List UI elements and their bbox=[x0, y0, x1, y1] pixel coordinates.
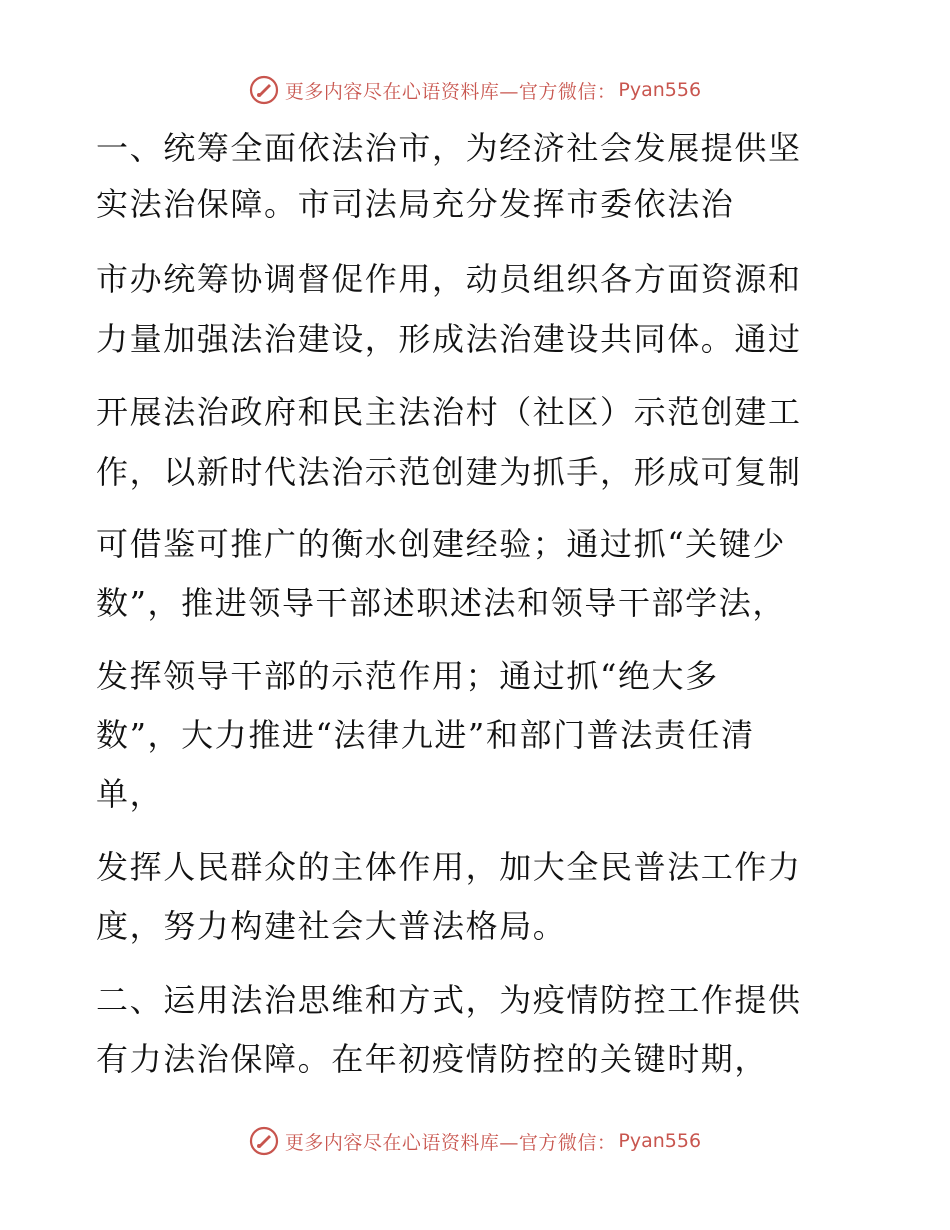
watermark-text: 更多内容尽在心语资料库—官方微信： bbox=[284, 1131, 617, 1154]
footer-watermark bbox=[0, 1121, 950, 1161]
seal-logo-icon bbox=[249, 75, 279, 105]
text-line: 数”，大力推进“法律九进”和部门普法责任清 bbox=[96, 716, 755, 754]
text-line: 力量加强法治建设，形成法治建设共同体。通过 bbox=[96, 320, 802, 358]
text-line: 数”，推进领导干部述职述法和领导干部学法， bbox=[96, 584, 786, 622]
text-line: 发挥人民群众的主体作用，加大全民普法工作力 bbox=[96, 848, 802, 886]
header-watermark bbox=[0, 70, 950, 110]
text-line: 开展法治政府和民主法治村（社区）示范创建工 bbox=[96, 393, 802, 431]
text-line: 市办统筹协调督促作用，动员组织各方面资源和 bbox=[96, 260, 802, 298]
text-line: 实法治保障。市司法局充分发挥市委依法治 bbox=[96, 185, 735, 223]
watermark-text: 更多内容尽在心语资料库—官方微信： bbox=[284, 80, 617, 103]
text-line: 度，努力构建社会大普法格局。 bbox=[96, 907, 567, 945]
text-line: 一、统筹全面依法治市，为经济社会发展提供坚 bbox=[96, 129, 802, 167]
seal-logo-icon bbox=[249, 1126, 279, 1156]
text-line: 作，以新时代法治示范创建为抓手，形成可复制 bbox=[96, 453, 802, 491]
text-line: 单， bbox=[96, 775, 164, 813]
watermark-wechat-id: Pyan556 bbox=[618, 1130, 702, 1152]
text-line: 可借鉴可推广的衡水创建经验；通过抓“关键少 bbox=[96, 525, 786, 563]
text-line: 发挥领导干部的示范作用；通过抓“绝大多 bbox=[96, 657, 719, 695]
text-line: 有力法治保障。在年初疫情防控的关键时期， bbox=[96, 1040, 769, 1078]
text-line: 二、运用法治思维和方式，为疫情防控工作提供 bbox=[96, 981, 802, 1019]
watermark-wechat-id: Pyan556 bbox=[618, 79, 702, 101]
